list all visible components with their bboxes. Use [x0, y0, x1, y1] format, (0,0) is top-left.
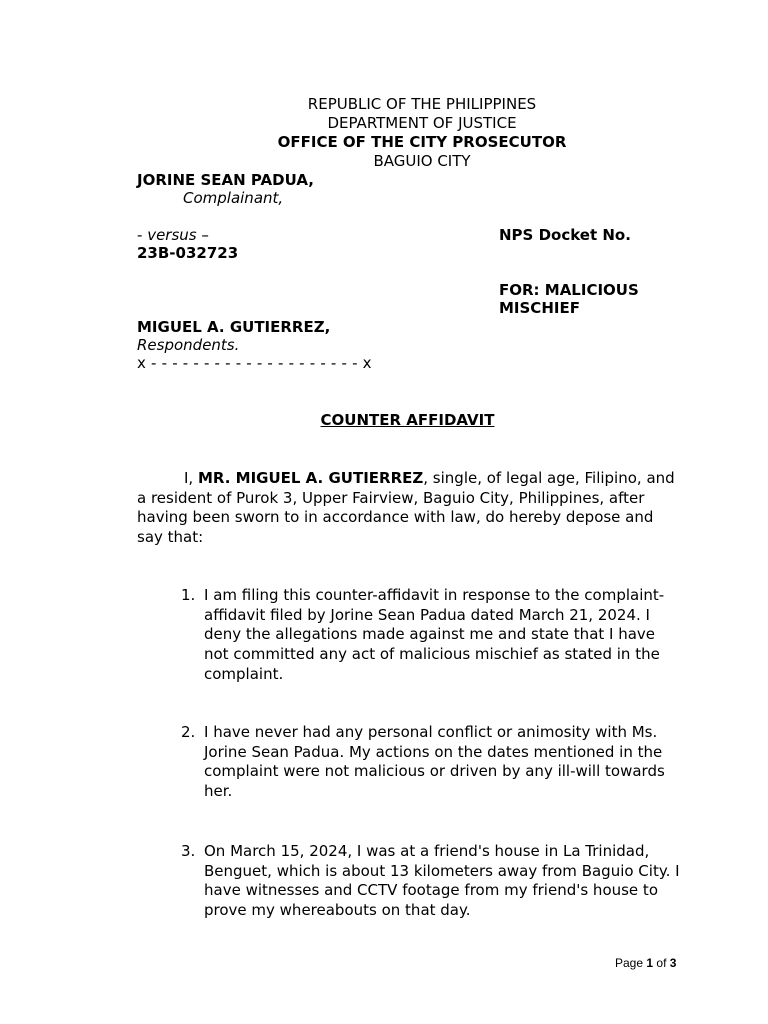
header-office: OFFICE OF THE CITY PROSECUTOR	[277, 133, 567, 151]
intro-pre: I,	[184, 469, 198, 487]
header-republic: REPUBLIC OF THE PHILIPPINES	[307, 95, 537, 113]
page-word: Page	[615, 956, 644, 970]
item-number: 1.	[181, 586, 196, 604]
page-number	[615, 956, 676, 970]
intro-post: , single, of legal age, Filipino, and a resident of Purok 3, Upper Fairview, Baguio City, Philippines, after having been sworn to in accordance with law, do hereby depose and say that:	[137, 469, 675, 547]
docket-label: NPS Docket No.	[499, 226, 631, 244]
list-item: I am filing this counter-affidavit in response to the complaint-affidavit filed by Jorine Sean Padua dated March 21, 2024. I deny the allegations made against me and state that I have not committed any act of malicious mischief as stated in the complaint.	[204, 586, 665, 683]
list-item: On March 15, 2024, I was at a friend's house in La Trinidad, Benguet, which is about 13 kilometers away from Baguio City. I have witnesses and CCTV footage from my friend's house to prove my whereabouts on that day.	[204, 842, 680, 920]
complainant-name: JORINE SEAN PADUA,	[137, 171, 314, 189]
header-city: BAGUIO CITY	[373, 152, 471, 170]
respondent-name: MIGUEL A. GUTIERREZ,	[137, 318, 331, 336]
item-number: 3.	[181, 842, 196, 860]
offense-line-2: MISCHIEF	[499, 299, 580, 317]
offense-line-1: FOR: MALICIOUS	[499, 281, 639, 299]
current-page: 1	[646, 956, 654, 970]
item-number: 2.	[181, 723, 196, 741]
list-item: I have never had any personal conflict or animosity with Ms. Jorine Sean Padua. My actions on the dates mentioned in the complaint were not malicious or driven by any ill-will towards her.	[204, 723, 665, 801]
header-department: DEPARTMENT OF JUSTICE	[327, 114, 517, 132]
intro-paragraph	[137, 469, 682, 548]
complainant-role: Complainant,	[183, 189, 284, 207]
respondent-role: Respondents.	[137, 336, 240, 354]
versus-prefix: -	[137, 226, 148, 244]
of-word: of	[656, 956, 667, 970]
versus-line	[137, 226, 209, 245]
document-title: COUNTER AFFIDAVIT	[320, 411, 495, 429]
caption-separator: x - - - - - - - - - - - - - - - - - - - - x	[137, 354, 372, 372]
docket-number: 23B-032723	[137, 244, 239, 262]
versus-word: versus –	[147, 226, 209, 244]
total-pages: 3	[669, 956, 677, 970]
affiant-name: MR. MIGUEL A. GUTIERREZ	[197, 469, 424, 487]
